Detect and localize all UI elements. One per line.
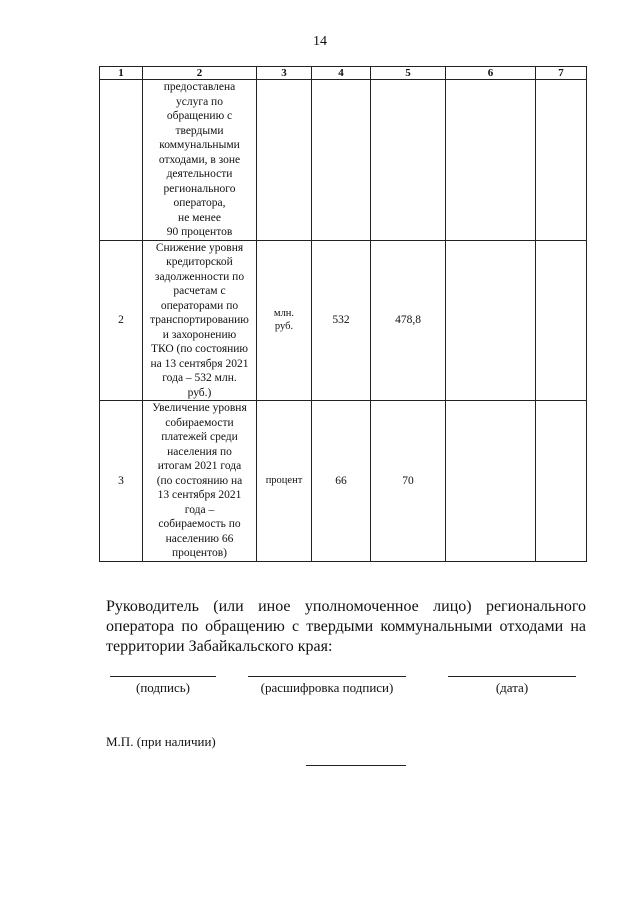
indicator-line: процентов) [172, 547, 227, 559]
col6-cell [446, 80, 536, 241]
indicator-line: кредиторской [166, 256, 233, 268]
col6-cell [446, 401, 536, 562]
date-label: (дата) [495, 680, 529, 695]
indicator-line: собираемости [165, 416, 234, 429]
base-value-cell: 532 [312, 240, 371, 401]
indicator-line: 90 процентов [166, 226, 233, 238]
indicator-line: коммунальными [159, 139, 240, 151]
indicator-line: на 13 сентября 2021 [150, 357, 249, 370]
indicator-line: итогам 2021 года [157, 460, 242, 472]
table-row [100, 80, 587, 241]
target-value-cell [371, 80, 446, 241]
indicators-table [99, 66, 587, 562]
indicator-line: 13 сентября 2021 [157, 489, 242, 501]
header-col-6: 6 [446, 67, 536, 80]
unit-cell [257, 80, 312, 241]
stamp-line [306, 765, 406, 766]
col7-cell [536, 401, 587, 562]
decoding-label: (расшифровка подписи) [260, 680, 394, 695]
row-number [100, 80, 143, 241]
header-col-4: 4 [312, 67, 371, 80]
indicator-line: твердыми [175, 124, 224, 137]
indicator-line: услуга по [176, 95, 223, 108]
table-header-row [100, 67, 587, 80]
decoding-line [248, 676, 406, 677]
indicator-line: транспортированию [150, 314, 249, 326]
indicator-line: руб.) [187, 386, 212, 399]
indicator-line: деятельности [166, 168, 233, 180]
indicator-line: платежей среди [161, 431, 238, 443]
indicator-line: предоставлена [163, 81, 236, 93]
indicator-line: отходами, в зоне [158, 153, 241, 166]
indicator-cell [143, 80, 257, 241]
indicator-line: года – 532 млн. [162, 372, 237, 384]
col6-cell [446, 240, 536, 401]
indicator-line: Увеличение уровня [152, 402, 247, 414]
stamp-note: М.П. (при наличии) [106, 734, 216, 749]
indicator-line: ТКО (по состоянию [150, 343, 249, 355]
indicator-line: населению 66 [165, 532, 234, 545]
indicator-cell [143, 401, 257, 562]
indicator-line: (по состоянию на [156, 474, 243, 487]
page-number: 14 [313, 34, 327, 49]
unit-line: процент [265, 475, 303, 487]
date-line [448, 676, 576, 677]
indicator-line: оператора, [173, 197, 226, 209]
table-row [100, 401, 587, 562]
indicator-line: года – [184, 503, 215, 516]
signatory-statement: Руководитель (или иное уполномоченное лицо) регионального оператора по обращению с твердыми коммунальными отходами на территории Забайкальского края: [106, 598, 586, 655]
unit-cell [257, 401, 312, 562]
col7-cell [536, 240, 587, 401]
indicator-line: обращению с [166, 110, 233, 122]
unit-cell [257, 240, 312, 401]
header-col-7: 7 [536, 67, 587, 80]
header-col-3: 3 [257, 67, 312, 80]
header-col-1: 1 [100, 67, 143, 80]
header-col-5: 5 [371, 67, 446, 80]
target-value-cell: 70 [371, 401, 446, 562]
indicator-line: и захоронению [162, 328, 237, 341]
unit-line: руб. [274, 321, 294, 333]
base-value-cell [312, 80, 371, 241]
header-col-2: 2 [143, 67, 257, 80]
row-number: 3 [100, 401, 143, 562]
table-row [100, 240, 587, 401]
indicator-line: населения по [167, 445, 232, 458]
col7-cell [536, 80, 587, 241]
indicator-line: расчетам с [173, 285, 226, 297]
indicator-line: операторами по [160, 299, 239, 312]
row-number: 2 [100, 240, 143, 401]
base-value-cell: 66 [312, 401, 371, 562]
indicator-line: собираемость по [158, 518, 241, 530]
signature-line [110, 676, 216, 677]
indicator-cell [143, 240, 257, 401]
unit-line: млн. [273, 308, 295, 320]
indicator-line: Снижение уровня [155, 241, 244, 254]
indicator-line: задолженности по [154, 270, 245, 283]
indicator-line: не менее [178, 211, 221, 224]
target-value-cell: 478,8 [371, 240, 446, 401]
indicator-line: регионального [163, 182, 236, 195]
signature-label: (подпись) [136, 680, 190, 695]
